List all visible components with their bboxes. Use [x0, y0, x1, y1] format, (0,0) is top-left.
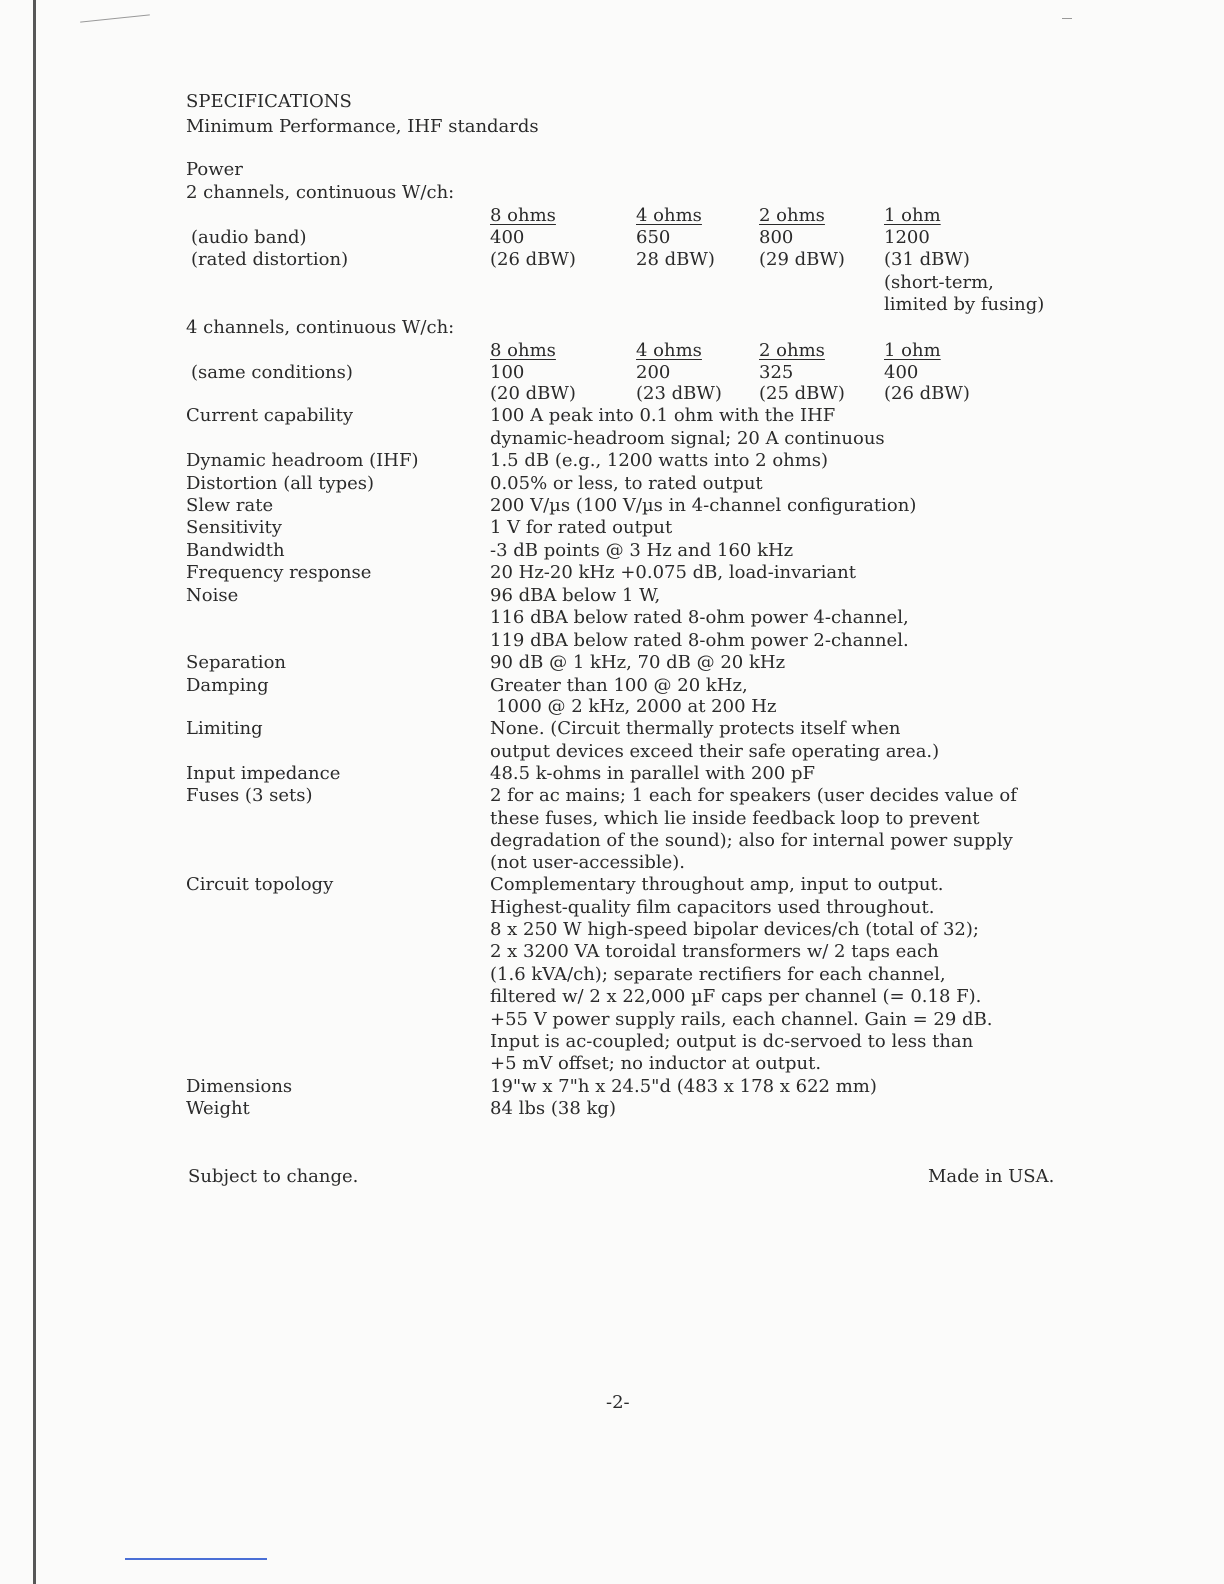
footer-note: Subject to change.: [188, 1166, 359, 1187]
table-cell: (29 dBW): [759, 249, 845, 270]
spec-label: Dimensions: [186, 1076, 293, 1097]
scan-blue-line: [125, 1558, 267, 1560]
spec-label: Fuses (3 sets): [186, 785, 313, 806]
spec-label: Frequency response: [186, 562, 372, 583]
load-header: 8 ohms: [490, 340, 556, 361]
spec-label: Input impedance: [186, 763, 341, 784]
load-header: 8 ohms: [490, 205, 556, 226]
spec-label: Sensitivity: [186, 517, 282, 538]
spec-value: (1.6 kVA/ch); separate rectifiers for each channel,: [490, 964, 946, 985]
spec-value: 200 V/µs (100 V/µs in 4-channel configuration): [490, 495, 917, 516]
table-cell: 100: [490, 362, 525, 383]
spec-value: Greater than 100 @ 20 kHz,: [490, 675, 748, 696]
table-cell: 400: [884, 362, 919, 383]
table-cell: 650: [636, 227, 671, 248]
table-note: (short-term,: [884, 272, 994, 293]
spec-value: 48.5 k-ohms in parallel with 200 pF: [490, 763, 816, 784]
four-channel-label: 4 channels, continuous W/ch:: [186, 317, 455, 338]
spec-label: Bandwidth: [186, 540, 285, 561]
row-label: (same conditions): [191, 362, 353, 383]
row-label: (audio band): [191, 227, 307, 248]
table-cell: (23 dBW): [636, 383, 722, 404]
load-header: 1 ohm: [884, 340, 941, 361]
scan-mark: [80, 14, 150, 22]
spec-value: dynamic-headroom signal; 20 A continuous: [490, 428, 885, 449]
spec-value: Complementary throughout amp, input to output.: [490, 874, 944, 895]
power-heading: Power: [186, 159, 243, 180]
page-title: SPECIFICATIONS: [186, 91, 352, 112]
spec-value: Input is ac-coupled; output is dc-servoed to less than: [490, 1031, 974, 1052]
spec-value: +55 V power supply rails, each channel. Gain = 29 dB.: [490, 1009, 993, 1030]
table-cell: 325: [759, 362, 794, 383]
scan-edge: [33, 0, 36, 1584]
table-cell: 28 dBW): [636, 249, 715, 270]
spec-value: Highest-quality film capacitors used throughout.: [490, 897, 935, 918]
spec-label: Noise: [186, 585, 239, 606]
table-cell: (31 dBW): [884, 249, 970, 270]
row-label: (rated distortion): [191, 249, 349, 270]
table-cell: (26 dBW): [884, 383, 970, 404]
load-header: 2 ohms: [759, 205, 825, 226]
spec-value: these fuses, which lie inside feedback loop to prevent: [490, 808, 980, 829]
load-header: 1 ohm: [884, 205, 941, 226]
load-header: 2 ohms: [759, 340, 825, 361]
load-header: 4 ohms: [636, 340, 702, 361]
scan-mark: [1062, 18, 1072, 19]
spec-label: Dynamic headroom (IHF): [186, 450, 419, 471]
table-cell: 800: [759, 227, 794, 248]
spec-value: 100 A peak into 0.1 ohm with the IHF: [490, 405, 836, 426]
spec-value: 0.05% or less, to rated output: [490, 473, 763, 494]
spec-value: +5 mV offset; no inductor at output.: [490, 1053, 822, 1074]
spec-label: Circuit topology: [186, 874, 334, 895]
spec-value: 20 Hz-20 kHz +0.075 dB, load-invariant: [490, 562, 856, 583]
spec-value: 1.5 dB (e.g., 1200 watts into 2 ohms): [490, 450, 829, 471]
table-cell: (20 dBW): [490, 383, 576, 404]
two-channel-label: 2 channels, continuous W/ch:: [186, 182, 455, 203]
spec-label: Distortion (all types): [186, 473, 375, 494]
spec-value: None. (Circuit thermally protects itself when: [490, 718, 901, 739]
spec-value: 84 lbs (38 kg): [490, 1098, 616, 1119]
page-subtitle: Minimum Performance, IHF standards: [186, 116, 539, 137]
spec-value: 116 dBA below rated 8-ohm power 4-channel,: [490, 607, 909, 628]
spec-value: 1 V for rated output: [490, 517, 673, 538]
spec-label: Limiting: [186, 718, 263, 739]
table-cell: 200: [636, 362, 671, 383]
spec-label: Slew rate: [186, 495, 274, 516]
spec-value: 8 x 250 W high-speed bipolar devices/ch (total of 32);: [490, 919, 979, 940]
table-cell: 400: [490, 227, 525, 248]
spec-label: Current capability: [186, 405, 354, 426]
table-note: limited by fusing): [884, 294, 1045, 315]
spec-value: 19"w x 7"h x 24.5"d (483 x 178 x 622 mm): [490, 1076, 877, 1097]
spec-value: (not user-accessible).: [490, 852, 686, 873]
table-cell: 1200: [884, 227, 930, 248]
table-cell: (26 dBW): [490, 249, 576, 270]
footer-origin: Made in USA.: [928, 1166, 1055, 1187]
spec-value: 90 dB @ 1 kHz, 70 dB @ 20 kHz: [490, 652, 786, 673]
spec-value: 1000 @ 2 kHz, 2000 at 200 Hz: [496, 696, 777, 717]
spec-value: 96 dBA below 1 W,: [490, 585, 661, 606]
spec-value: 2 for ac mains; 1 each for speakers (user decides value of: [490, 785, 1017, 806]
spec-label: Damping: [186, 675, 269, 696]
table-cell: (25 dBW): [759, 383, 845, 404]
spec-value: 119 dBA below rated 8-ohm power 2-channel.: [490, 630, 909, 651]
spec-label: Separation: [186, 652, 286, 673]
page-number: -2-: [606, 1392, 630, 1413]
spec-label: Weight: [186, 1098, 250, 1119]
spec-value: 2 x 3200 VA toroidal transformers w/ 2 taps each: [490, 941, 939, 962]
spec-value: output devices exceed their safe operating area.): [490, 741, 940, 762]
spec-value: filtered w/ 2 x 22,000 µF caps per channel (= 0.18 F).: [490, 986, 982, 1007]
spec-value: -3 dB points @ 3 Hz and 160 kHz: [490, 540, 794, 561]
spec-value: degradation of the sound); also for internal power supply: [490, 830, 1013, 851]
load-header: 4 ohms: [636, 205, 702, 226]
